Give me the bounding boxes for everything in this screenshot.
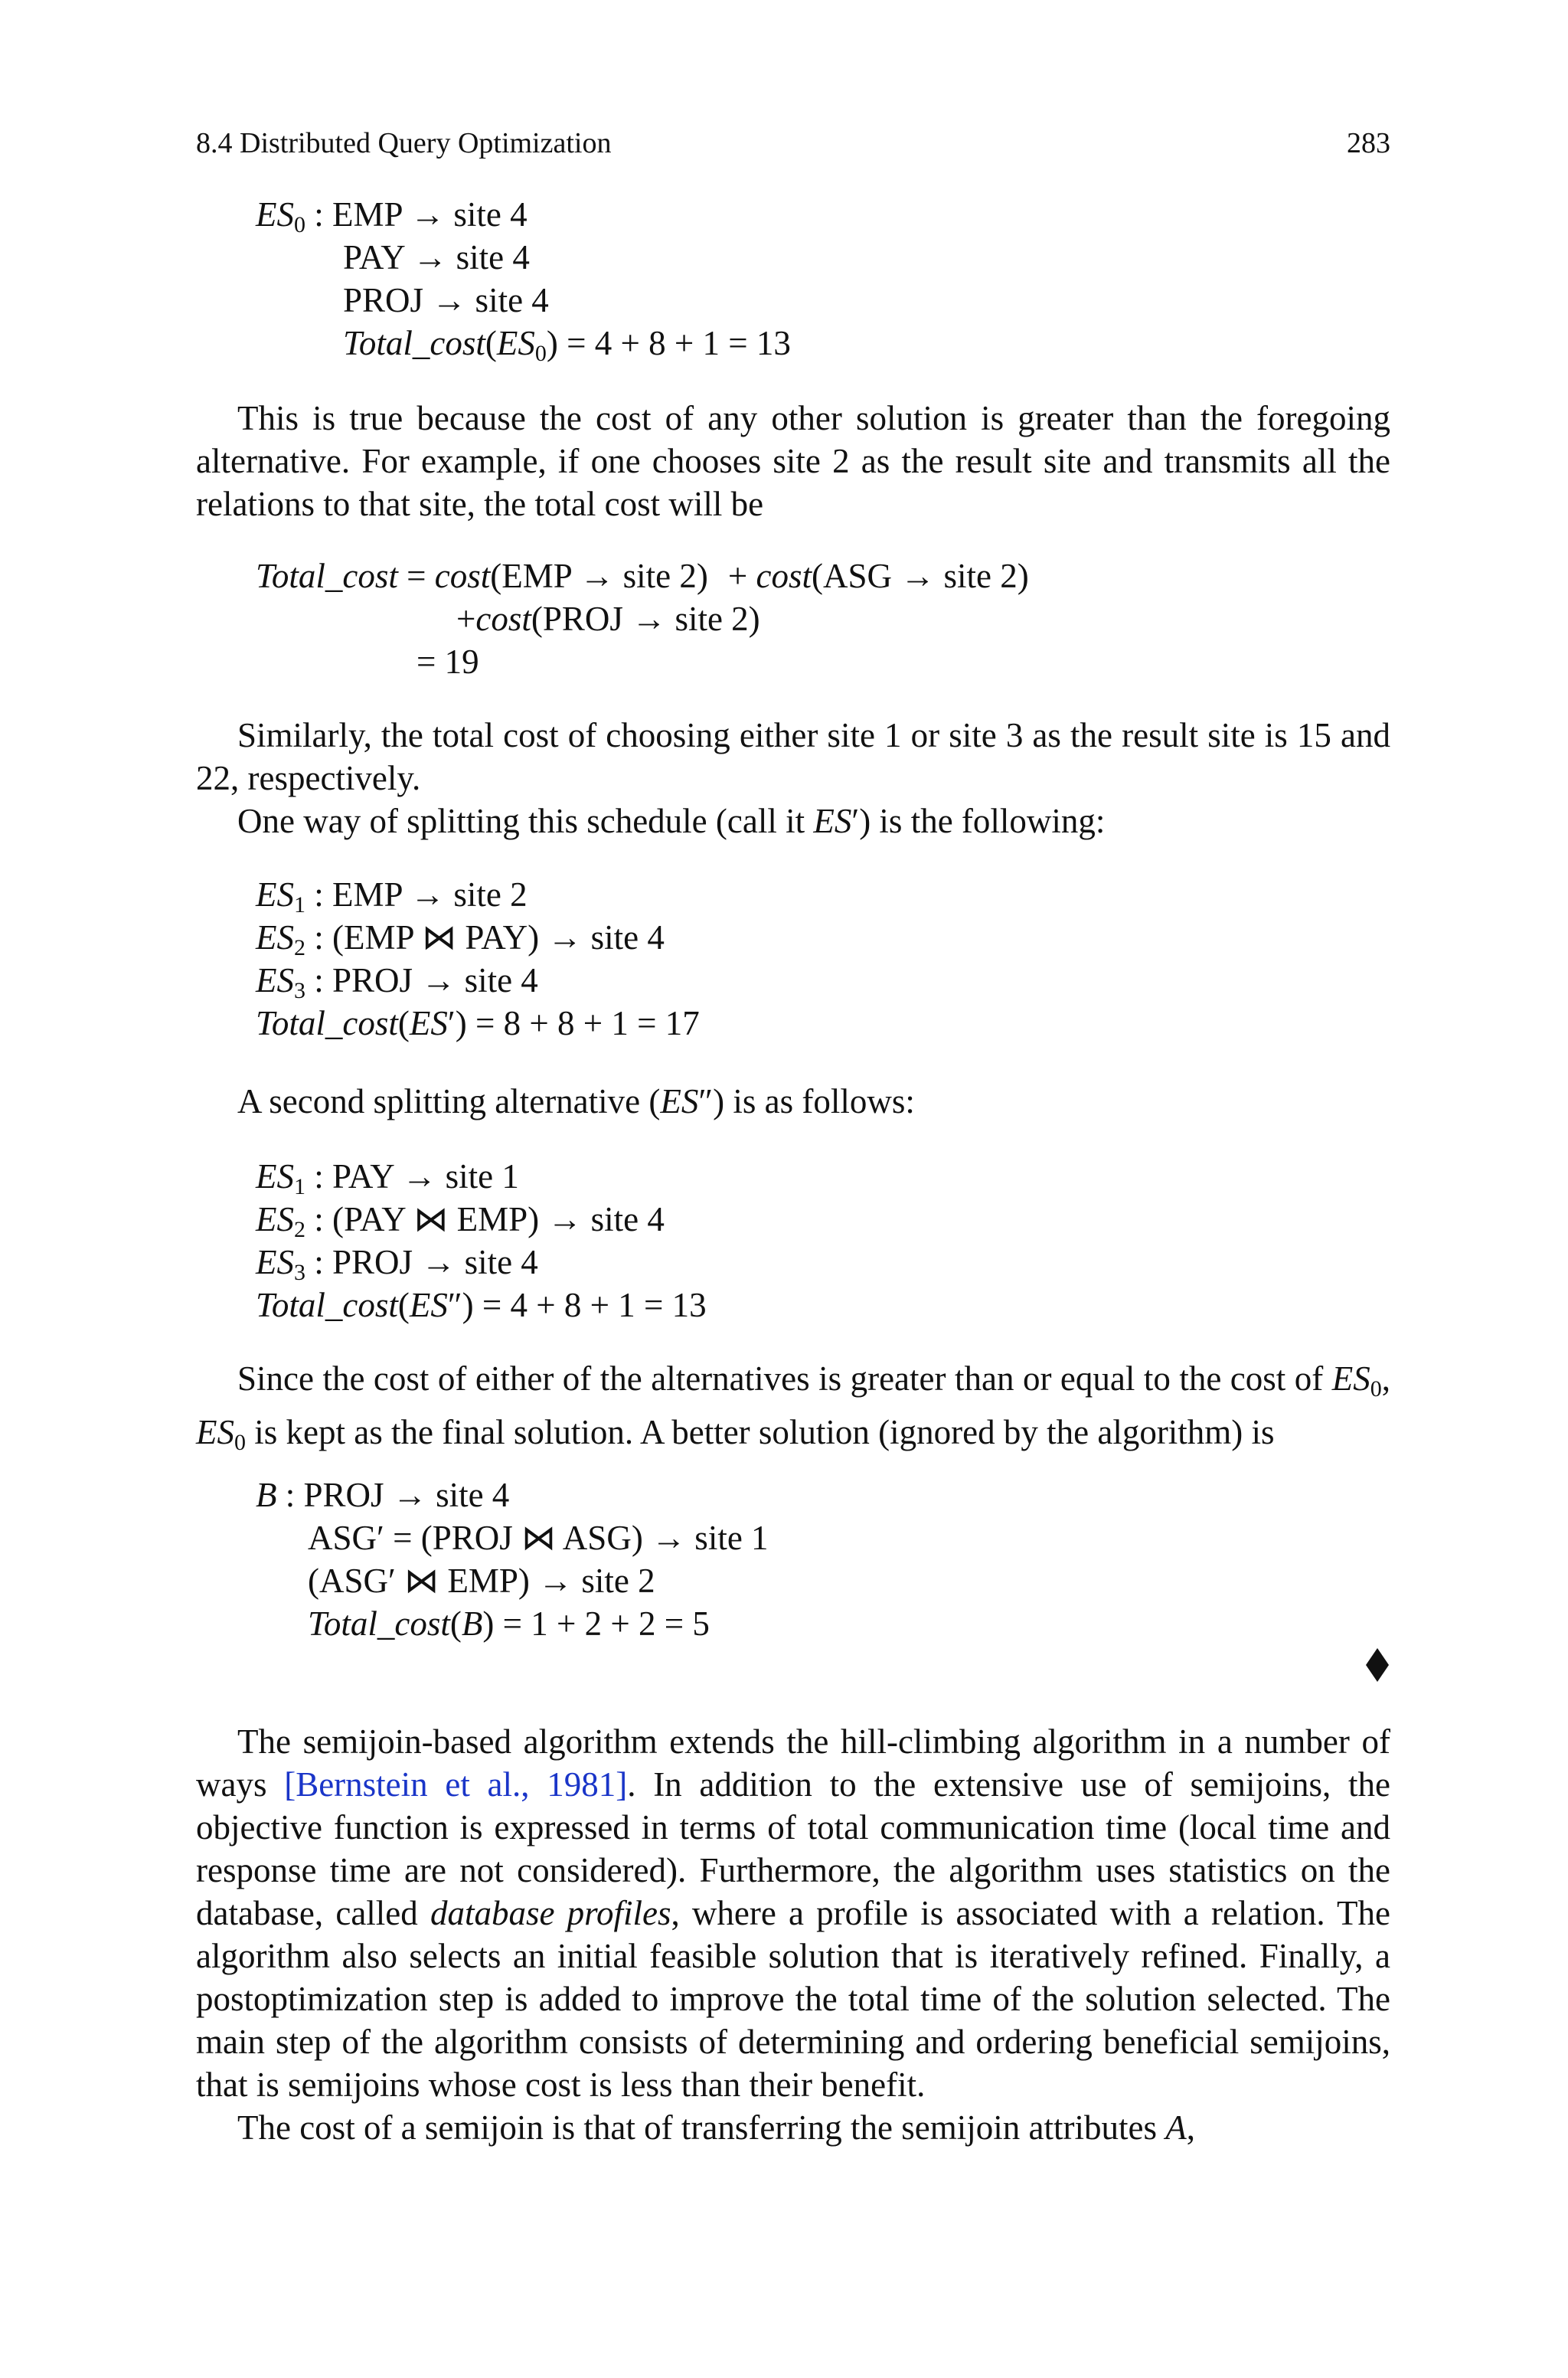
schedule-es0-line-2: PAY → site 4 bbox=[343, 238, 530, 276]
solution-b-line-3: (ASG′ ⋈ EMP) → site 2 bbox=[308, 1562, 655, 1600]
split-es-prime-total: Total_cost(ES′) = 8 + 8 + 1 = 17 bbox=[256, 1004, 700, 1042]
paragraph-2: Similarly, the total cost of choosing either site 1 or site 3 as the result site is 15 and 22, respectively. One way of splitting this schedule (call it ES′) is the following: bbox=[196, 716, 1390, 840]
split-es-prime-line-2: $ES_2$ : (EMP ⋈ PAY) → site 4 bbox=[256, 918, 665, 960]
schedule-es0-line-1: $ES_0$ : EMP → site 4 bbox=[256, 195, 528, 237]
page-number: 283 bbox=[1347, 127, 1390, 159]
solution-b-line-2: ASG′ = (PROJ ⋈ ASG) → site 1 bbox=[308, 1519, 769, 1557]
solution-b-total: Total_cost(B) = 1 + 2 + 2 = 5 bbox=[308, 1604, 710, 1643]
split-es-prime-line-1: $ES_1$ : EMP → site 2 bbox=[256, 875, 528, 918]
split-es-double-prime-line-1: $ES_1$ : PAY → site 1 bbox=[256, 1157, 519, 1199]
solution-b-line-1: B : PROJ → site 4 bbox=[256, 1476, 510, 1514]
citation-link[interactable]: [Bernstein et al., 1981] bbox=[284, 1765, 628, 1804]
end-of-example-diamond-icon bbox=[1364, 1647, 1390, 1683]
split-es-prime-line-3: $ES_3$ : PROJ → site 4 bbox=[256, 961, 538, 1003]
paragraph-6: The semijoin-based algorithm extends the hill-climbing algorithm in a number of ways [Bernstein et al., 1981]. In addition to the extensive use of semijoins, the objective function is expressed in terms of total communication time (local time and response time are not considered). Furthermore, the algorithm uses statistics on the database, called database profiles, where a profile is associated with a relation. The algorithm also selects an initial feasible solution that is iteratively refined. Finally, a postoptimization step is added to improve the total time of the solution selected. The main step of the algorithm consists of determining and ordering beneficial semijoins, that is semijoins whose cost is less than their benefit. The cost of a semijoin is that of transferring the semijoin attributes A, bbox=[196, 1722, 1390, 2147]
split-es-double-prime-line-3: $ES_3$ : PROJ → site 4 bbox=[256, 1243, 538, 1285]
equation-site2-line-1: Total_cost = cost(EMP → site 2) + cost(ASG → site 2) bbox=[256, 557, 1029, 595]
split-es-double-prime-line-2: $ES_2$ : (PAY ⋈ EMP) → site 4 bbox=[256, 1200, 665, 1242]
section-title: 8.4 Distributed Query Optimization bbox=[196, 127, 612, 159]
paragraph-1: This is true because the cost of any other solution is greater than the foregoing alternative. For example, if one chooses site 2 as the result site and transmits all the relations to that site, the total cost will be bbox=[196, 399, 1390, 523]
equation-site2-result: = 19 bbox=[416, 643, 479, 681]
paragraph-5: Since the cost of either of the alternatives is greater than or equal to the cost of $ES_0$, $ES_0$ is kept as the final solution. A better solution (ignored by the algorithm) is bbox=[196, 1359, 1391, 1455]
schedule-es0-total: $Total\_\cos t(ES_0) = 4 + 8 + 1 = 13$ bbox=[343, 324, 791, 366]
equation-site2-line-2: +cost(PROJ → site 2) bbox=[456, 600, 760, 638]
paragraph-4: A second splitting alternative (ES″) is as follows: bbox=[237, 1082, 915, 1120]
schedule-es0-line-3: PROJ → site 4 bbox=[343, 281, 549, 319]
split-es-double-prime-total: Total_cost(ES″) = 4 + 8 + 1 = 13 bbox=[256, 1286, 707, 1324]
running-header bbox=[196, 124, 1390, 162]
